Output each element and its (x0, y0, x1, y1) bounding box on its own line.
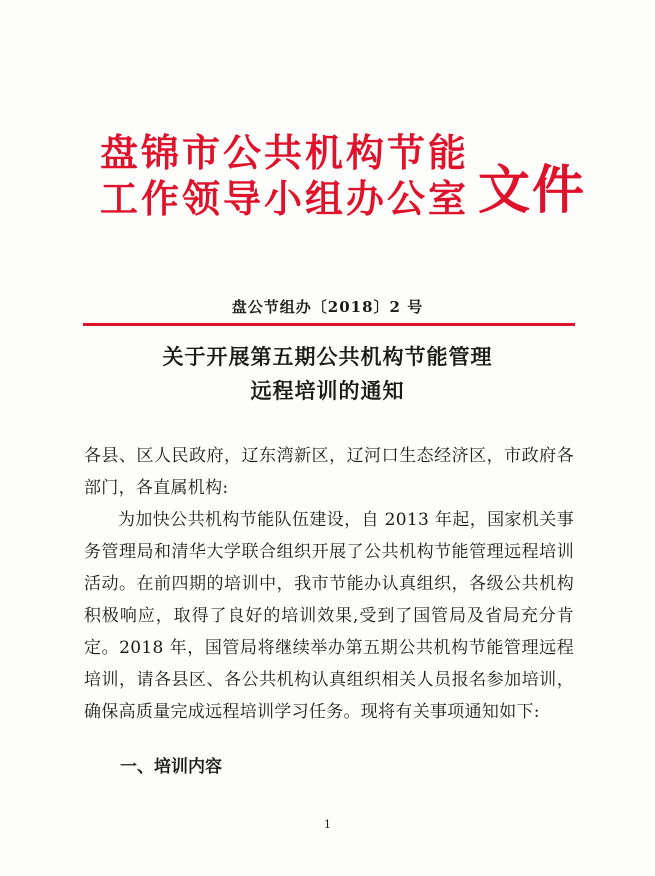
document-title (0, 340, 655, 408)
document-number: 盘公节组办〔2018〕2 号 (231, 298, 424, 316)
salutation: 各县、区人民政府，辽东湾新区，辽河口生态经济区，市政府各部门，各直属机构: (84, 446, 574, 498)
organization-name-line-1: 盘锦市公共机构节能 (100, 130, 470, 175)
body-paragraph: 为加快公共机构节能队伍建设，自 2013 年起，国家机关事务管理局和清华大学联合组织开展了公共机构节能管理远程培训活动。在前四期的培训中，我市节能办认真组织，各级公共机构积极响应，取得了良好的培训效果,受到了国管局及省局充分肯定。2018 年，国管局将继续举办第五期公共机构节能管理远程培训，请各县区、各公共机构认真组织相关人员报名参加培训，确保高质量完成远程培训学习任务。现将有关事项通知如下: (84, 510, 574, 722)
section-heading-training-content: 一、培训内容 (120, 757, 222, 777)
title-line-1: 关于开展第五期公共机构节能管理 (162, 345, 493, 369)
document-type-label: 文件 (478, 160, 587, 221)
page-number: 1 (324, 818, 331, 831)
organization-name-line-2: 工作领导小组办公室 (100, 176, 470, 221)
title-line-2: 远程培训的通知 (250, 379, 405, 403)
red-divider-line (83, 323, 575, 326)
notice-body (84, 440, 574, 728)
issuing-organization (100, 130, 469, 222)
